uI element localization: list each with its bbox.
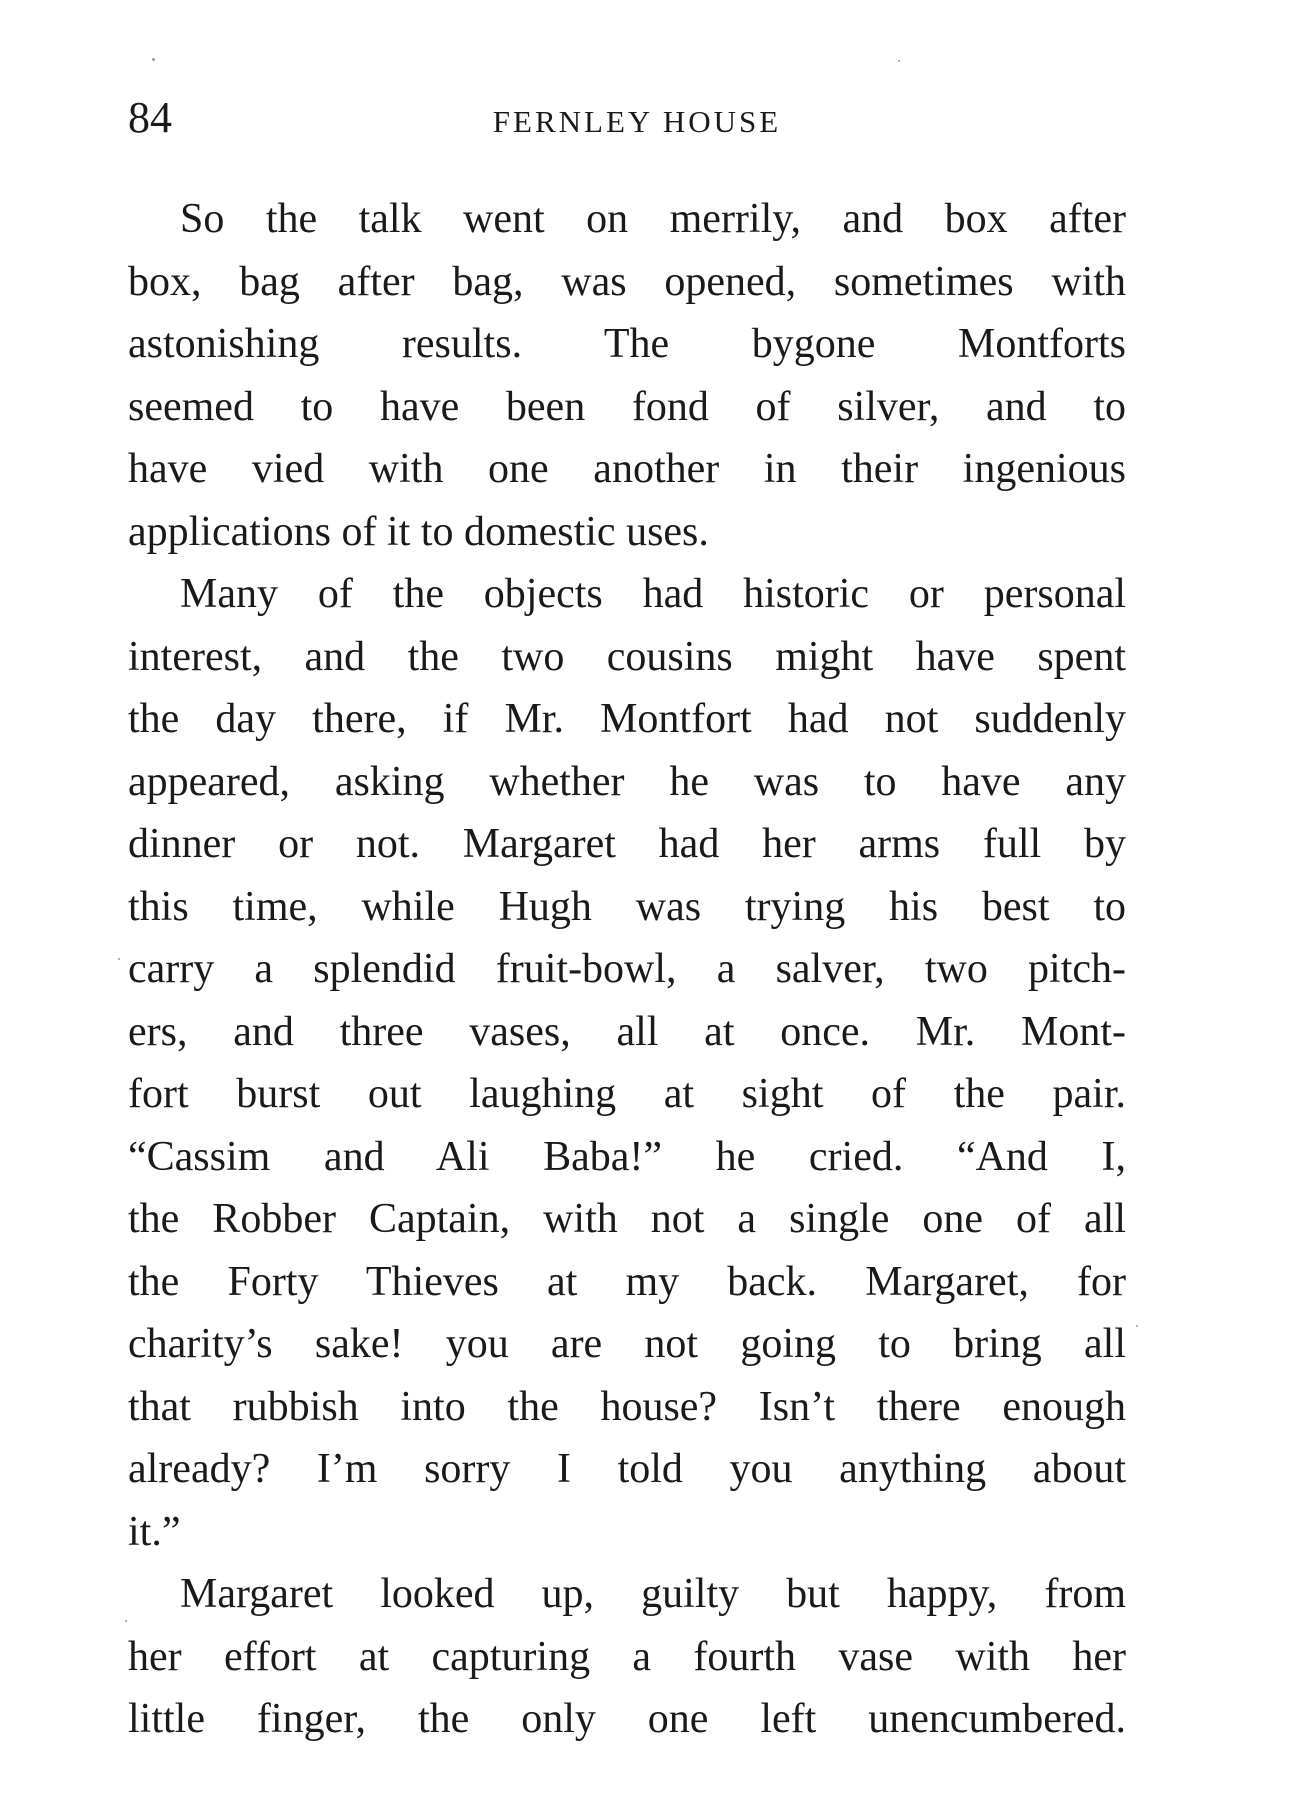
text-line: applications of it to domestic uses.: [128, 508, 709, 555]
text-line: box, bag after bag, was opened, sometimes with: [128, 258, 1126, 305]
text-line: Many of the objects had historic or personal: [180, 571, 1126, 617]
text-line: “Cassim and Ali Baba!” he cried. “And I,: [128, 1133, 1126, 1180]
text-line: it.”: [128, 1508, 181, 1555]
scan-speck: [898, 60, 900, 62]
page-number: 84: [128, 93, 172, 142]
text-line: dinner or not. Margaret had her arms full by: [128, 821, 1126, 867]
scan-speck: [118, 958, 120, 960]
text-line: carry a splendid fruit-bowl, a salver, two pitch-: [128, 946, 1126, 992]
text-line: astonishing results. The bygone Montforts: [128, 321, 1126, 367]
text-line: So the talk went on merrily, and box after: [180, 196, 1126, 242]
text-line: appeared, asking whether he was to have any: [128, 758, 1126, 805]
text-line: Margaret looked up, guilty but happy, from: [180, 1571, 1126, 1617]
body-text: [128, 188, 1126, 1751]
scan-speck: [152, 58, 155, 61]
running-title: FERNLEY HOUSE: [492, 104, 782, 139]
text-line: seemed to have been fond of silver, and to: [128, 383, 1126, 430]
text-line: have vied with one another in their ingenious: [128, 446, 1126, 492]
text-line: already? I’m sorry I told you anything about: [128, 1446, 1126, 1492]
text-line: charity’s sake! you are not going to bring all: [128, 1321, 1126, 1367]
text-line: fort burst out laughing at sight of the pair.: [128, 1071, 1126, 1117]
text-line: interest, and the two cousins might have spent: [128, 633, 1126, 680]
page-header: [128, 88, 1126, 148]
text-line: the Robber Captain, with not a single one of all: [128, 1196, 1126, 1242]
text-line: ers, and three vases, all at once. Mr. Mont-: [128, 1008, 1126, 1055]
text-line: the day there, if Mr. Montfort had not suddenly: [128, 696, 1126, 742]
text-line: her effort at capturing a fourth vase with her: [128, 1633, 1126, 1680]
scan-speck: [125, 1620, 127, 1622]
text-line: the Forty Thieves at my back. Margaret, for: [128, 1258, 1126, 1305]
text-line: that rubbish into the house? Isn’t there enough: [128, 1383, 1126, 1430]
scan-speck: [1136, 1325, 1138, 1327]
text-line: little finger, the only one left unencumbered.: [128, 1696, 1126, 1742]
text-line: this time, while Hugh was trying his best to: [128, 883, 1126, 930]
